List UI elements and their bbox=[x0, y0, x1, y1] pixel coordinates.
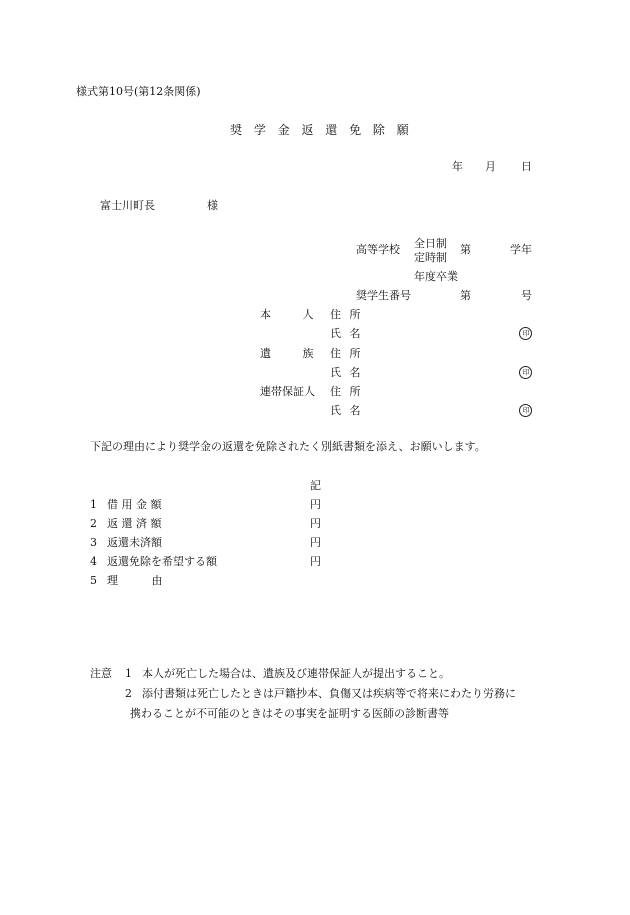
item-label: 返還未済額 bbox=[107, 536, 162, 549]
notes-heading: 注意 bbox=[90, 667, 112, 680]
item-label: 返 還 済 額 bbox=[107, 517, 162, 530]
date-month: 月 bbox=[485, 160, 496, 173]
date-year: 年 bbox=[452, 160, 463, 173]
item-number: 2 bbox=[90, 517, 97, 530]
graduation-label: 年度卒業 bbox=[414, 270, 458, 283]
item-unit: 円 bbox=[310, 536, 321, 549]
item-number: 5 bbox=[90, 574, 97, 587]
party-name-label: 氏 名 bbox=[330, 366, 361, 379]
party-role-guarantor: 連帯保証人 bbox=[260, 385, 315, 398]
party-name-label: 氏 名 bbox=[330, 327, 361, 340]
party-address-label: 住 所 bbox=[330, 385, 361, 398]
item-unit: 円 bbox=[310, 498, 321, 511]
party-role-bereaved: 遺 族 bbox=[260, 347, 314, 360]
party-address-label: 住 所 bbox=[330, 308, 361, 321]
item-label: 借 用 金 額 bbox=[107, 498, 162, 511]
item-number: 1 bbox=[90, 498, 97, 511]
seal-icon: 印 bbox=[519, 366, 532, 379]
seal-icon: 印 bbox=[519, 404, 532, 417]
school-label: 高等学校 bbox=[356, 243, 400, 256]
party-name-label: 氏 名 bbox=[330, 404, 361, 417]
party-address-label: 住 所 bbox=[330, 347, 361, 360]
date-day: 日 bbox=[521, 160, 532, 173]
note-text: 添付書類は死亡したときは戸籍抄本、負傷又は疾病等で将来にわたり労務に bbox=[142, 687, 516, 700]
ki-label: 記 bbox=[310, 479, 321, 492]
student-number-label: 奨学生番号 bbox=[356, 289, 411, 302]
party-role-applicant: 本 人 bbox=[260, 308, 314, 321]
school-type-parttime: 定時制 bbox=[414, 251, 447, 264]
item-label: 返還免除を希望する額 bbox=[107, 555, 217, 568]
student-number-go: 号 bbox=[521, 289, 532, 302]
request-text: 下記の理由により奨学金の返還を免除されたく別紙書類を添え、お願いします。 bbox=[90, 440, 486, 453]
item-unit: 円 bbox=[310, 517, 321, 530]
item-number: 4 bbox=[90, 555, 97, 568]
addressee-name: 富士川町長 bbox=[100, 199, 155, 212]
item-label: 理 由 bbox=[107, 574, 163, 587]
addressee-honorific: 様 bbox=[207, 199, 218, 212]
student-number-dai: 第 bbox=[460, 289, 471, 302]
school-dai: 第 bbox=[460, 243, 471, 256]
note-number: 1 bbox=[125, 667, 132, 680]
document-title: 奨 学 金 返 還 免 除 願 bbox=[230, 123, 409, 137]
item-number: 3 bbox=[90, 536, 97, 549]
item-unit: 円 bbox=[310, 555, 321, 568]
note-text: 本人が死亡した場合は、遺族及び連帯保証人が提出すること。 bbox=[142, 667, 450, 680]
school-grade: 学年 bbox=[510, 243, 532, 256]
school-type-fulltime: 全日制 bbox=[414, 237, 447, 250]
note-number: 2 bbox=[125, 687, 132, 700]
note-text-continued: 携わることが不可能のときはその事実を証明する医師の診断書等 bbox=[130, 707, 449, 720]
form-number: 様式第10号(第12条関係) bbox=[76, 85, 201, 98]
seal-icon: 印 bbox=[519, 327, 532, 340]
